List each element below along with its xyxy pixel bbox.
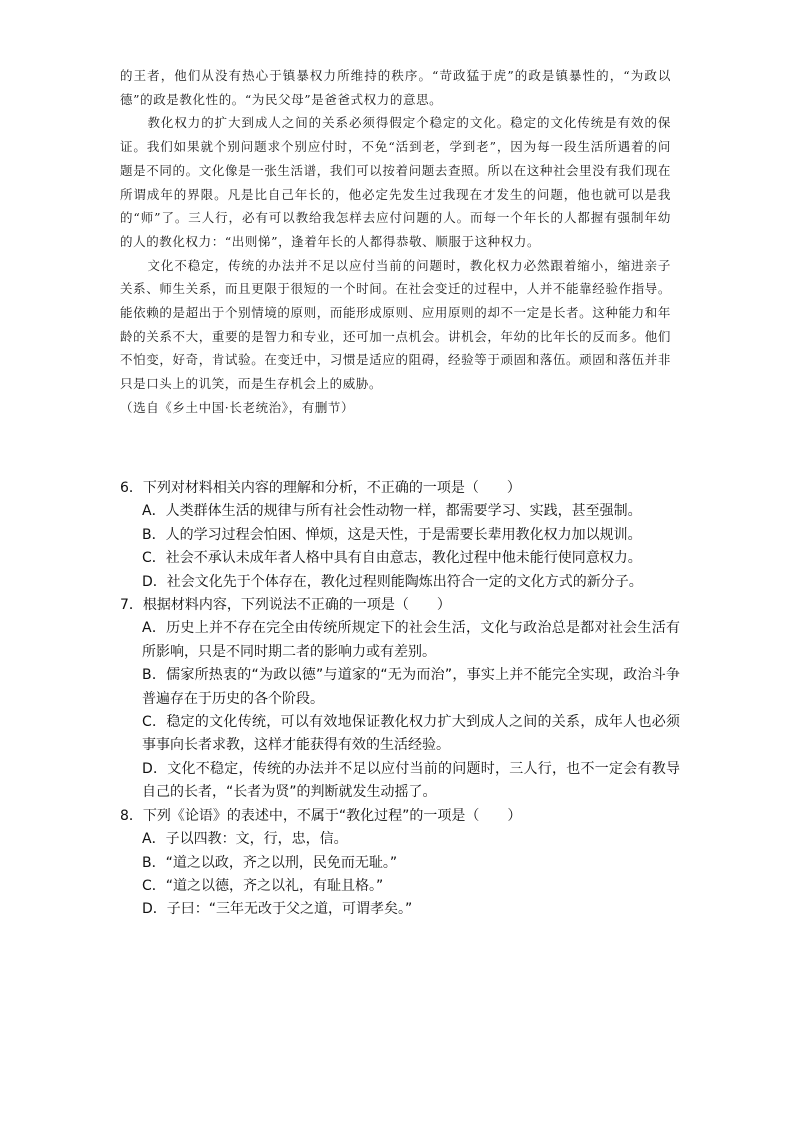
- option-a[interactable]: A．人类群体生活的规律与所有社会性动物一样，都需要学习、实践，甚至强制。: [142, 503, 642, 520]
- question-stem: 7．根据材料内容，下列说法不正确的一项是（ ）: [120, 597, 451, 614]
- passage-paragraph-2: 教化权力的扩大到成人之间的关系必须得假定个稳定的文化。稳定的文化传统是有效的保证。我们如果就个别问题求个别应付时，不免“活到老，学到老”，因为每一段生活所遇着的问题是不同的。文化像是一张生活谱，我们可以按着问题去查照。所以在这种社会里没有我们现在所谓成年的界限。凡是比自己年长的，他必定先发生过我现在才发生的问题，他也就可以是我的“师”了。三人行，必有可以教给我怎样去应付问题的人。而每一个年长的人都握有强制年幼的人的教化权力：“出则悌”，逢着年长的人都得恭敬、顺服于这种权力。: [120, 115, 671, 249]
- question-stem: 6．下列对材料相关内容的理解和分析，不正确的一项是（ ）: [120, 480, 521, 496]
- reading-passage: [120, 64, 671, 420]
- option-a[interactable]: A．子以四教：文，行，忠，信。: [142, 831, 348, 848]
- question-list: [120, 477, 680, 922]
- option-b[interactable]: B．人的学习过程会怕困、惮烦，这是天性，于是需要长辈用教化权力加以规训。: [142, 526, 642, 543]
- option-d[interactable]: D．社会文化先于个体存在，教化过程则能陶炼出符合一定的文化方式的新分子。: [142, 573, 643, 590]
- option-b[interactable]: B．儒家所热衷的“为政以德”与道家的“无为而治”，事实上并不能完全实现，政治斗争普遍存在于历史的各个阶段。: [142, 667, 680, 707]
- option-c[interactable]: C．稳定的文化传统，可以有效地保证教化权力扩大到成人之间的关系，成年人也必须事事向长者求教，这样才能获得有效的生活经验。: [142, 714, 680, 754]
- option-d[interactable]: D．文化不稳定，传统的办法并不足以应付当前的问题时，三人行，也不一定会有教导自己的长者，“长者为贤”的判断就发生动摇了。: [142, 760, 680, 801]
- passage-source: （选自《乡土中国·长老统治》，有删节）: [120, 399, 355, 415]
- question-6: [120, 477, 680, 594]
- option-d[interactable]: D．子曰：“三年无改于父之道，可谓孝矣。”: [142, 901, 413, 918]
- option-a[interactable]: A．历史上并不存在完全由传统所规定下的社会生活，文化与政治总是都对社会生活有所影响，只是不同时期二者的影响力或有差别。: [142, 620, 680, 660]
- option-c[interactable]: C．“道之以德，齐之以礼，有耻且格。”: [142, 877, 384, 894]
- question-7: [120, 594, 680, 805]
- option-list: [120, 617, 680, 804]
- question-stem: 8．下列《论语》的表述中，不属于“教化过程”的一项是（ ）: [120, 807, 522, 824]
- passage-paragraph-3: 文化不稳定，传统的办法并不足以应付当前的问题时，教化权力必然跟着缩小，缩进亲子关系、师生关系，而且更限于很短的一个时间。在社会变迁的过程中，人并不能靠经验作指导。能依赖的是超出于个别情境的原则，而能形成原则、应用原则的却不一定是长者。这种能力和年龄的关系不大，重要的是智力和专业，还可加一点机会。讲机会，年幼的比年长的反而多。他们不怕变，好奇，肯试验。在变迁中，习惯是适应的阻碍，经验等于顽固和落伍。顽固和落伍并非只是口头上的讥笑，而是生存机会上的威胁。: [120, 257, 671, 392]
- option-b[interactable]: B．“道之以政，齐之以刑，民免而无耻。”: [142, 854, 398, 871]
- question-8: [120, 805, 680, 922]
- option-list: [120, 828, 680, 922]
- option-c[interactable]: C．社会不承认未成年者人格中具有自由意志，教化过程中他未能行使同意权力。: [142, 550, 642, 567]
- option-list: [120, 500, 680, 594]
- passage-paragraph-1: 的王者，他们从没有热心于镇暴权力所维持的秩序。“苛政猛于虎”的政是镇暴性的，“为政以德”的政是教化性的。“为民父母”是爸爸式权力的意思。: [120, 68, 671, 107]
